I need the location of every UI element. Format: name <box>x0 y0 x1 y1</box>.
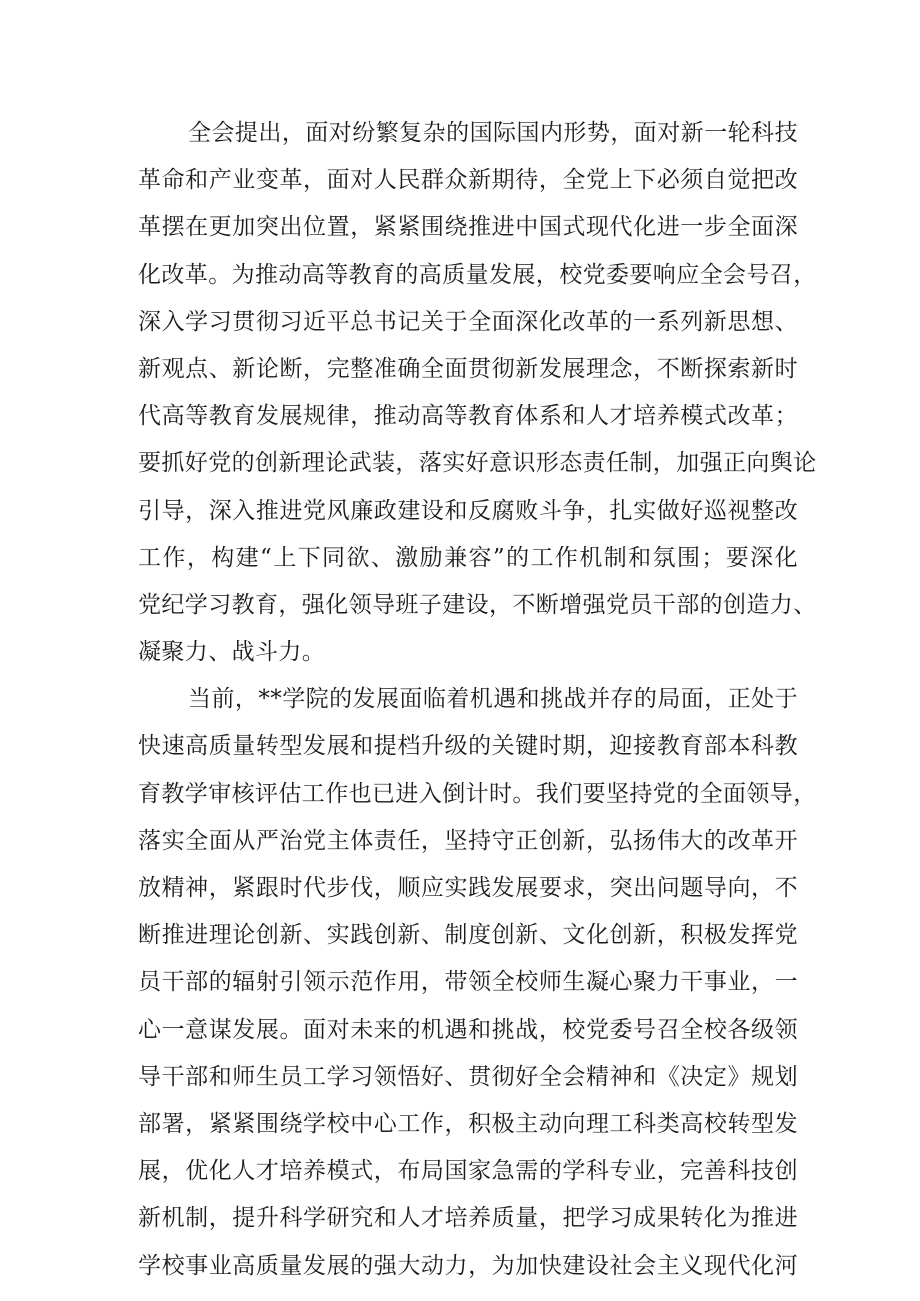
paragraph-line: 代高等教育发展规律，推动高等教育体系和人才培养模式改革； <box>138 403 798 430</box>
paragraph-line: 育教学审核评估工作也已进入倒计时。我们要坚持党的全面领导， <box>138 780 817 807</box>
paragraph-line: 落实全面从严治党主体责任，坚持守正创新，弘扬伟大的改革开 <box>138 827 798 854</box>
paragraph-line: 放精神，紧跟时代步伐，顺应实践发展要求，突出问题导向，不 <box>138 875 798 901</box>
paragraph-line: 学校事业高质量发展的强大动力，为加快建设社会主义现代化河 <box>138 1252 798 1279</box>
paragraph-1 <box>138 110 817 676</box>
paragraph-line: 全会提出，面对纷繁复杂的国际国内形势，面对新一轮科技 <box>188 120 798 146</box>
paragraph-line: 凝聚力、战斗力。 <box>138 639 326 666</box>
paragraph-line: 展，优化人才培养模式，布局国家急需的学科专业，完善科技创 <box>138 1158 798 1185</box>
paragraph-line: 断推进理论创新、实践创新、制度创新、文化创新，积极发挥党 <box>138 922 798 949</box>
paragraph-line: 当前，**学院的发展面临着机遇和挑战并存的局面，正处于 <box>188 686 798 713</box>
paragraph-line: 革摆在更加突出位置，紧紧围绕推进中国式现代化进一步全面深 <box>138 214 798 241</box>
paragraph-line: 引导，深入推进党风廉政建设和反腐败斗争，扎实做好巡视整改 <box>138 497 798 524</box>
paragraph-line: 部署，紧紧围绕学校中心工作，积极主动向理工科类高校转型发 <box>138 1110 798 1137</box>
document-body <box>138 110 817 1290</box>
paragraph-line: 快速高质量转型发展和提档升级的关键时期，迎接教育部本科教 <box>138 733 798 760</box>
paragraph-line: 要抓好党的创新理论武装，落实好意识形态责任制，加强正向舆论 <box>138 450 817 477</box>
paragraph-2 <box>138 676 817 1289</box>
paragraph-line: 党纪学习教育，强化领导班子建设，不断增强党员干部的创造力、 <box>138 591 817 618</box>
paragraph-line: 革命和产业变革，面对人民群众新期待，全党上下必须自觉把改 <box>138 167 798 194</box>
paragraph-line: 导干部和师生员工学习领悟好、贯彻好全会精神和《决定》规划 <box>138 1063 798 1090</box>
paragraph-line: 员干部的辐射引领示范作用，带领全校师生凝心聚力干事业，一 <box>138 969 798 996</box>
paragraph-line: 化改革。为推动高等教育的高质量发展，校党委要响应全会号召， <box>138 261 817 288</box>
paragraph-line: 新观点、新论断，完整准确全面贯彻新发展理念，不断探索新时 <box>138 355 798 382</box>
paragraph-line: 心一意谋发展。面对未来的机遇和挑战，校党委号召全校各级领 <box>138 1016 798 1043</box>
paragraph-line: 新机制，提升科学研究和人才培养质量，把学习成果转化为推进 <box>138 1205 798 1232</box>
paragraph-line: 工作，构建“上下同欲、激励兼容”的工作机制和氛围；要深化 <box>138 544 798 571</box>
paragraph-line: 深入学习贯彻习近平总书记关于全面深化改革的一系列新思想、 <box>138 308 798 335</box>
